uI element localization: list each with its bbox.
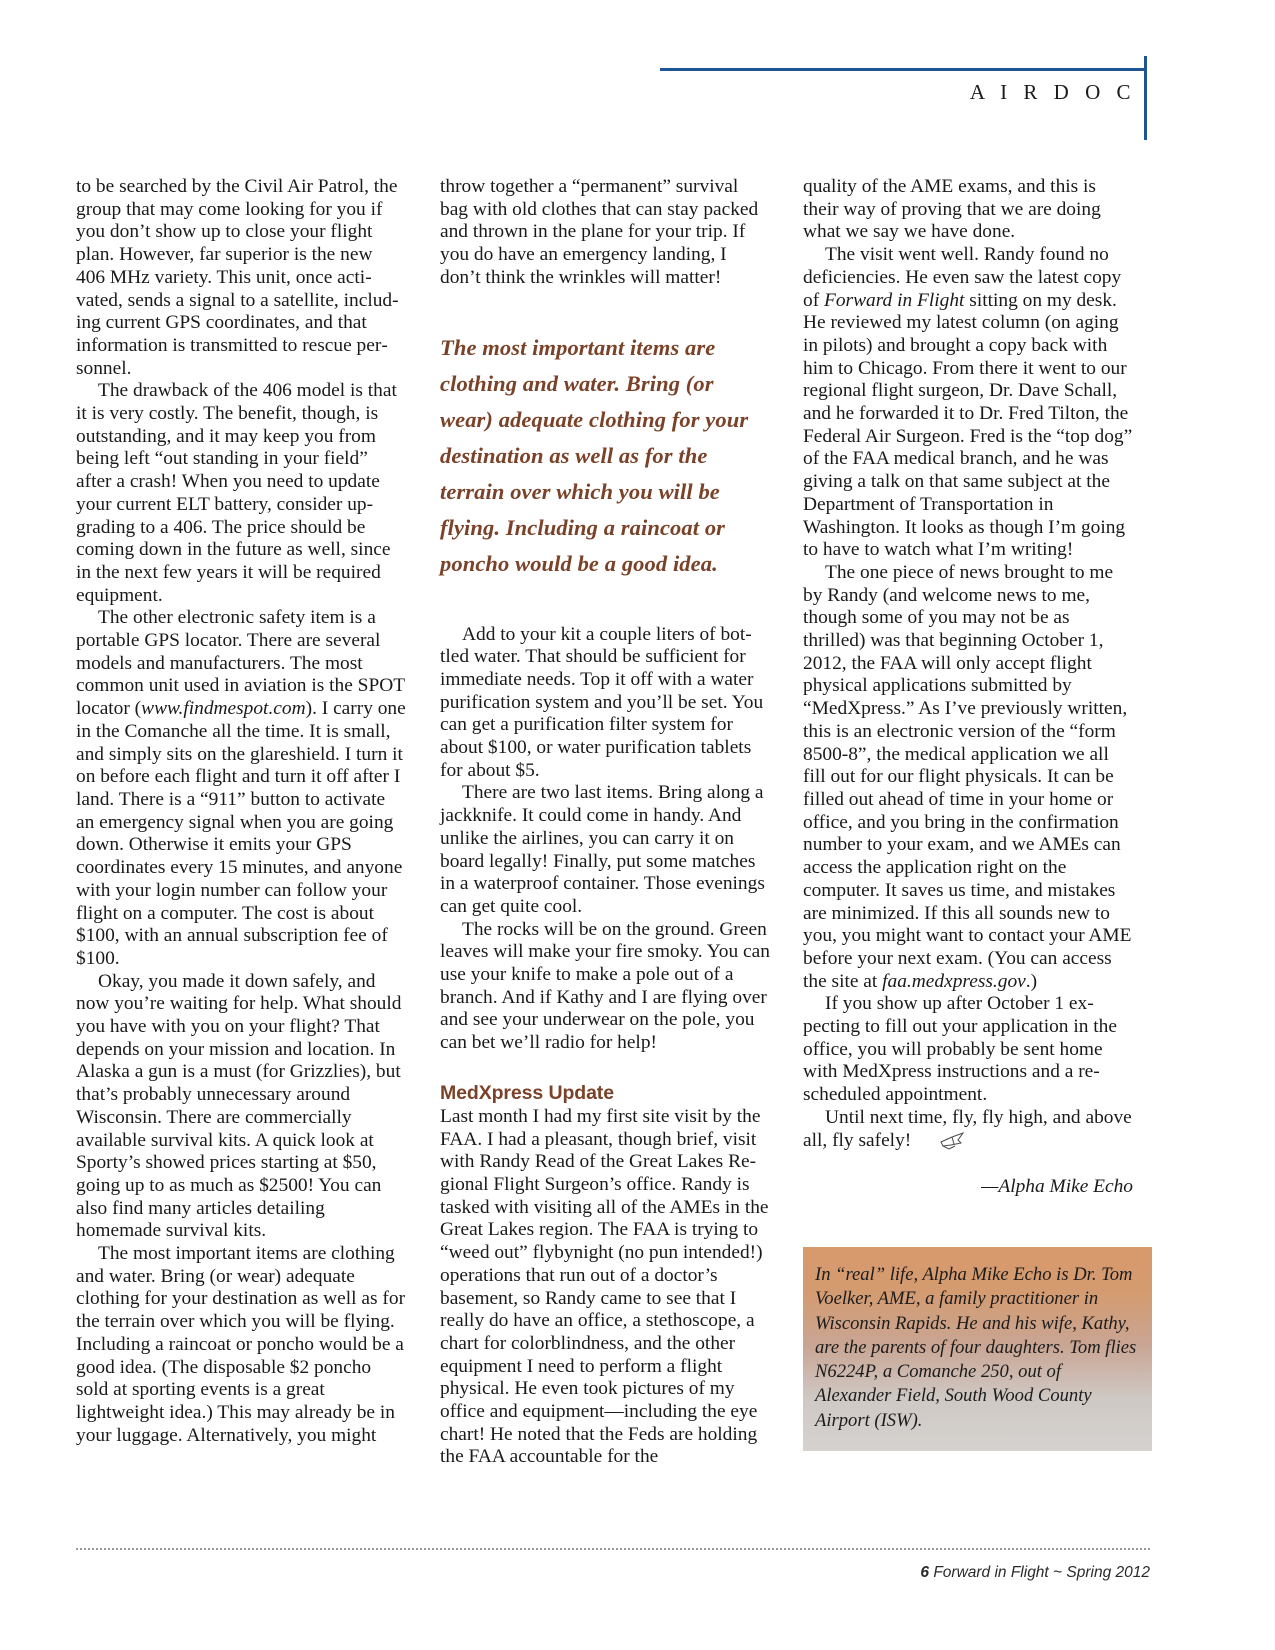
- column-two: [440, 176, 770, 1469]
- paragraph: Last month I had my first site visit by the FAA. I had a pleasant, though brief, visit with Randy Read of the Great Lakes Regional Flight Surgeon’s office. Randy is tasked with visiting all of the AMEs in the Great Lakes region. The FAA is trying to “weed out” flybynight (no pun intended!) operations that run out of a doctor’s basement, so Randy came to see that I really do have an office, a stethoscope, a chart for colorblindness, and the other equipment I need to perform a flight physical. He even took pictures of my office and equipment—including the eye chart! He noted that the Feds are holding the FAA accountable for the: [440, 1105, 769, 1468]
- paragraph: throw together a “permanent” survival bag with old clothes that can stay packed and thrown in the plane for your trip. If you do have an emergency landing, I don’t think the wrinkles will matter!: [440, 176, 759, 288]
- paragraph: If you show up after October 1 expecting to fill out your application in the office, you will probably be sent home with MedXpress instructions and a rescheduled appointment.: [803, 993, 1117, 1106]
- closing-paragraph: Until next time, fly, fly high, and above all, fly safely!: [803, 1106, 1132, 1151]
- section-heading-medxpress-update: MedXpress Update: [440, 1081, 614, 1104]
- masthead-horizontal-rule: [660, 68, 1147, 71]
- italic-phrase: faa.medxpress.gov: [882, 970, 1026, 992]
- italic-phrase: www.findmespot.com: [141, 698, 306, 720]
- footer-page-number: 6: [920, 1564, 929, 1581]
- paragraph: Okay, you made it down safely, and now you’re waiting for help. What should you have with you on your flight? That depends on your mission and location. In Alaska a gun is a must (for Grizzlies), but that’s probably unnecessary around Wisconsin. There are commercially available survival kits. A quick look at Sporty’s showed prices starting at $50, going up to as much as $2500! You can also find many articles detailing homemade survival kits.: [76, 970, 402, 1242]
- author-signature: —Alpha Mike Echo: [981, 1176, 1133, 1198]
- airplane-icon: [917, 1131, 943, 1151]
- paragraph: quality of the AME exams, and this is their way of proving that we are doing what we say we have done.: [803, 176, 1101, 243]
- paragraph: The rocks will be on the ground. Green leaves will make your fire smoky. You can use your knife to make a pole out of a branch. And if Kathy and I are flying over and see your underwear on the pole, you can bet we’ll radio for help!: [440, 918, 770, 1054]
- footer-text: [76, 1564, 1150, 1582]
- footer-divider: [76, 1548, 1150, 1552]
- masthead-vertical-rule: [1144, 56, 1147, 140]
- page-footer: [76, 1548, 1150, 1582]
- column-three: [803, 176, 1137, 1451]
- pull-quote: The most important items are clothing and water. Bring (or wear) adequate clothing for your destination as well as for the terrain over which you will be flying. Including a raincoat or poncho would be a good idea.: [440, 334, 749, 576]
- paragraph: The drawback of the 406 model is that it is very costly. The benefit, though, is outstanding, and it may keep you from being left “out standing in your field” after a crash! When you need to update your current ELT battery, consider upgrading to a 406. The price should be coming down in the future as well, since in the next few years it will be required equipment.: [76, 380, 397, 606]
- paragraph: The most important items are clothing and water. Bring (or wear) adequate clothing for your destination as well as for the terrain over which you will be flying. Including a raincoat or poncho would be a good idea. (The disposable $2 poncho sold at sporting events is a great lightweight idea.) This may already be in your luggage. Alternatively, you might: [76, 1243, 406, 1446]
- italic-phrase: Forward in Flight: [824, 289, 965, 311]
- page-title: A I R D O C: [969, 80, 1136, 104]
- paragraph: Add to your kit a couple liters of bottled water. That should be sufficient for immediate needs. Top it off with a water purification system and you’ll be set. You can get a purification filter system for about $100, or water purification tablets for about $5.: [440, 623, 764, 781]
- paragraph: to be searched by the Civil Air Patrol, the group that may come looking for you if you don’t show up to close your flight plan. However, far superior is the new 406 MHz variety. This unit, once activated, sends a signal to a satellite, including current GPS coordinates, and that information is transmitted to rescue personnel.: [76, 176, 399, 379]
- footer-publication: Forward in Flight ~ Spring 2012: [933, 1564, 1150, 1581]
- paragraph: The one piece of news brought to me by Randy (and welcome news to me, though some of you may not be as thrilled) was that beginning October 1, 2012, the FAA will only accept flight physical applications submitted by “MedXpress.” As I’ve previously written, this is an electronic version of the “form 8500-8”, the medical application we all fill out for our flight physicals. It can be filled out ahead of time in your home or office, and you bring in the confirmation number to your exam, and we AMEs can access the application right on the computer. It saves us time, and mistakes are minimized. If this all sounds new to you, you might want to contact your AME before your next exam. (You can access the site at faa.medxpress.gov.): [803, 561, 1132, 992]
- page-masthead: [660, 56, 1150, 140]
- paragraph-with-link: The other electronic safety item is a portable GPS locator. There are several models and manufacturers. The most common unit used in aviation is the SPOT locator (www.findmespot.com). I carry one in the Comanche all the time. It is small, and simply sits on the glareshield. I turn it on before each flight and turn it off after I land. There is a “911” button to activate an emergency signal when you are going down. Otherwise it emits your GPS coordinates every 15 minutes, and anyone with your login number can follow your flight on a computer. The cost is about $100, with an annual subscription fee of $100.: [76, 607, 406, 969]
- paragraph: There are two last items. Bring along a jackknife. It could come in handy. And unlike the airlines, you can carry it on board legally! Finally, put some matches in a waterproof container. Those evenings can get quite cool.: [440, 782, 765, 917]
- paragraph: The visit went well. Randy found no deficiencies. He even saw the latest copy of Forward in Flight sitting on my desk. He reviewed my latest column (on aging in pilots) and brought a copy back with him to Chicago. From there it went to our regional flight surgeon, Dr. Dave Schall, and he forwarded it to Dr. Fred Tilton, the Federal Air Surgeon. Fred is the “top dog” of the FAA medical branch, and he was giving a talk on that same subject at the Department of Transportation in Washington. It looks as though I’m going to have to watch what I’m writing!: [803, 244, 1133, 561]
- column-one: [76, 176, 406, 1447]
- author-bio-box: In “real” life, Alpha Mike Echo is Dr. Tom Voelker, AME, a family practitioner in Wisconsin Rapids. He and his wife, Kathy, are the parents of four daughters. Tom flies N6224P, a Comanche 250, out of Alexander Field, South Wood County Airport (ISW).: [803, 1247, 1152, 1451]
